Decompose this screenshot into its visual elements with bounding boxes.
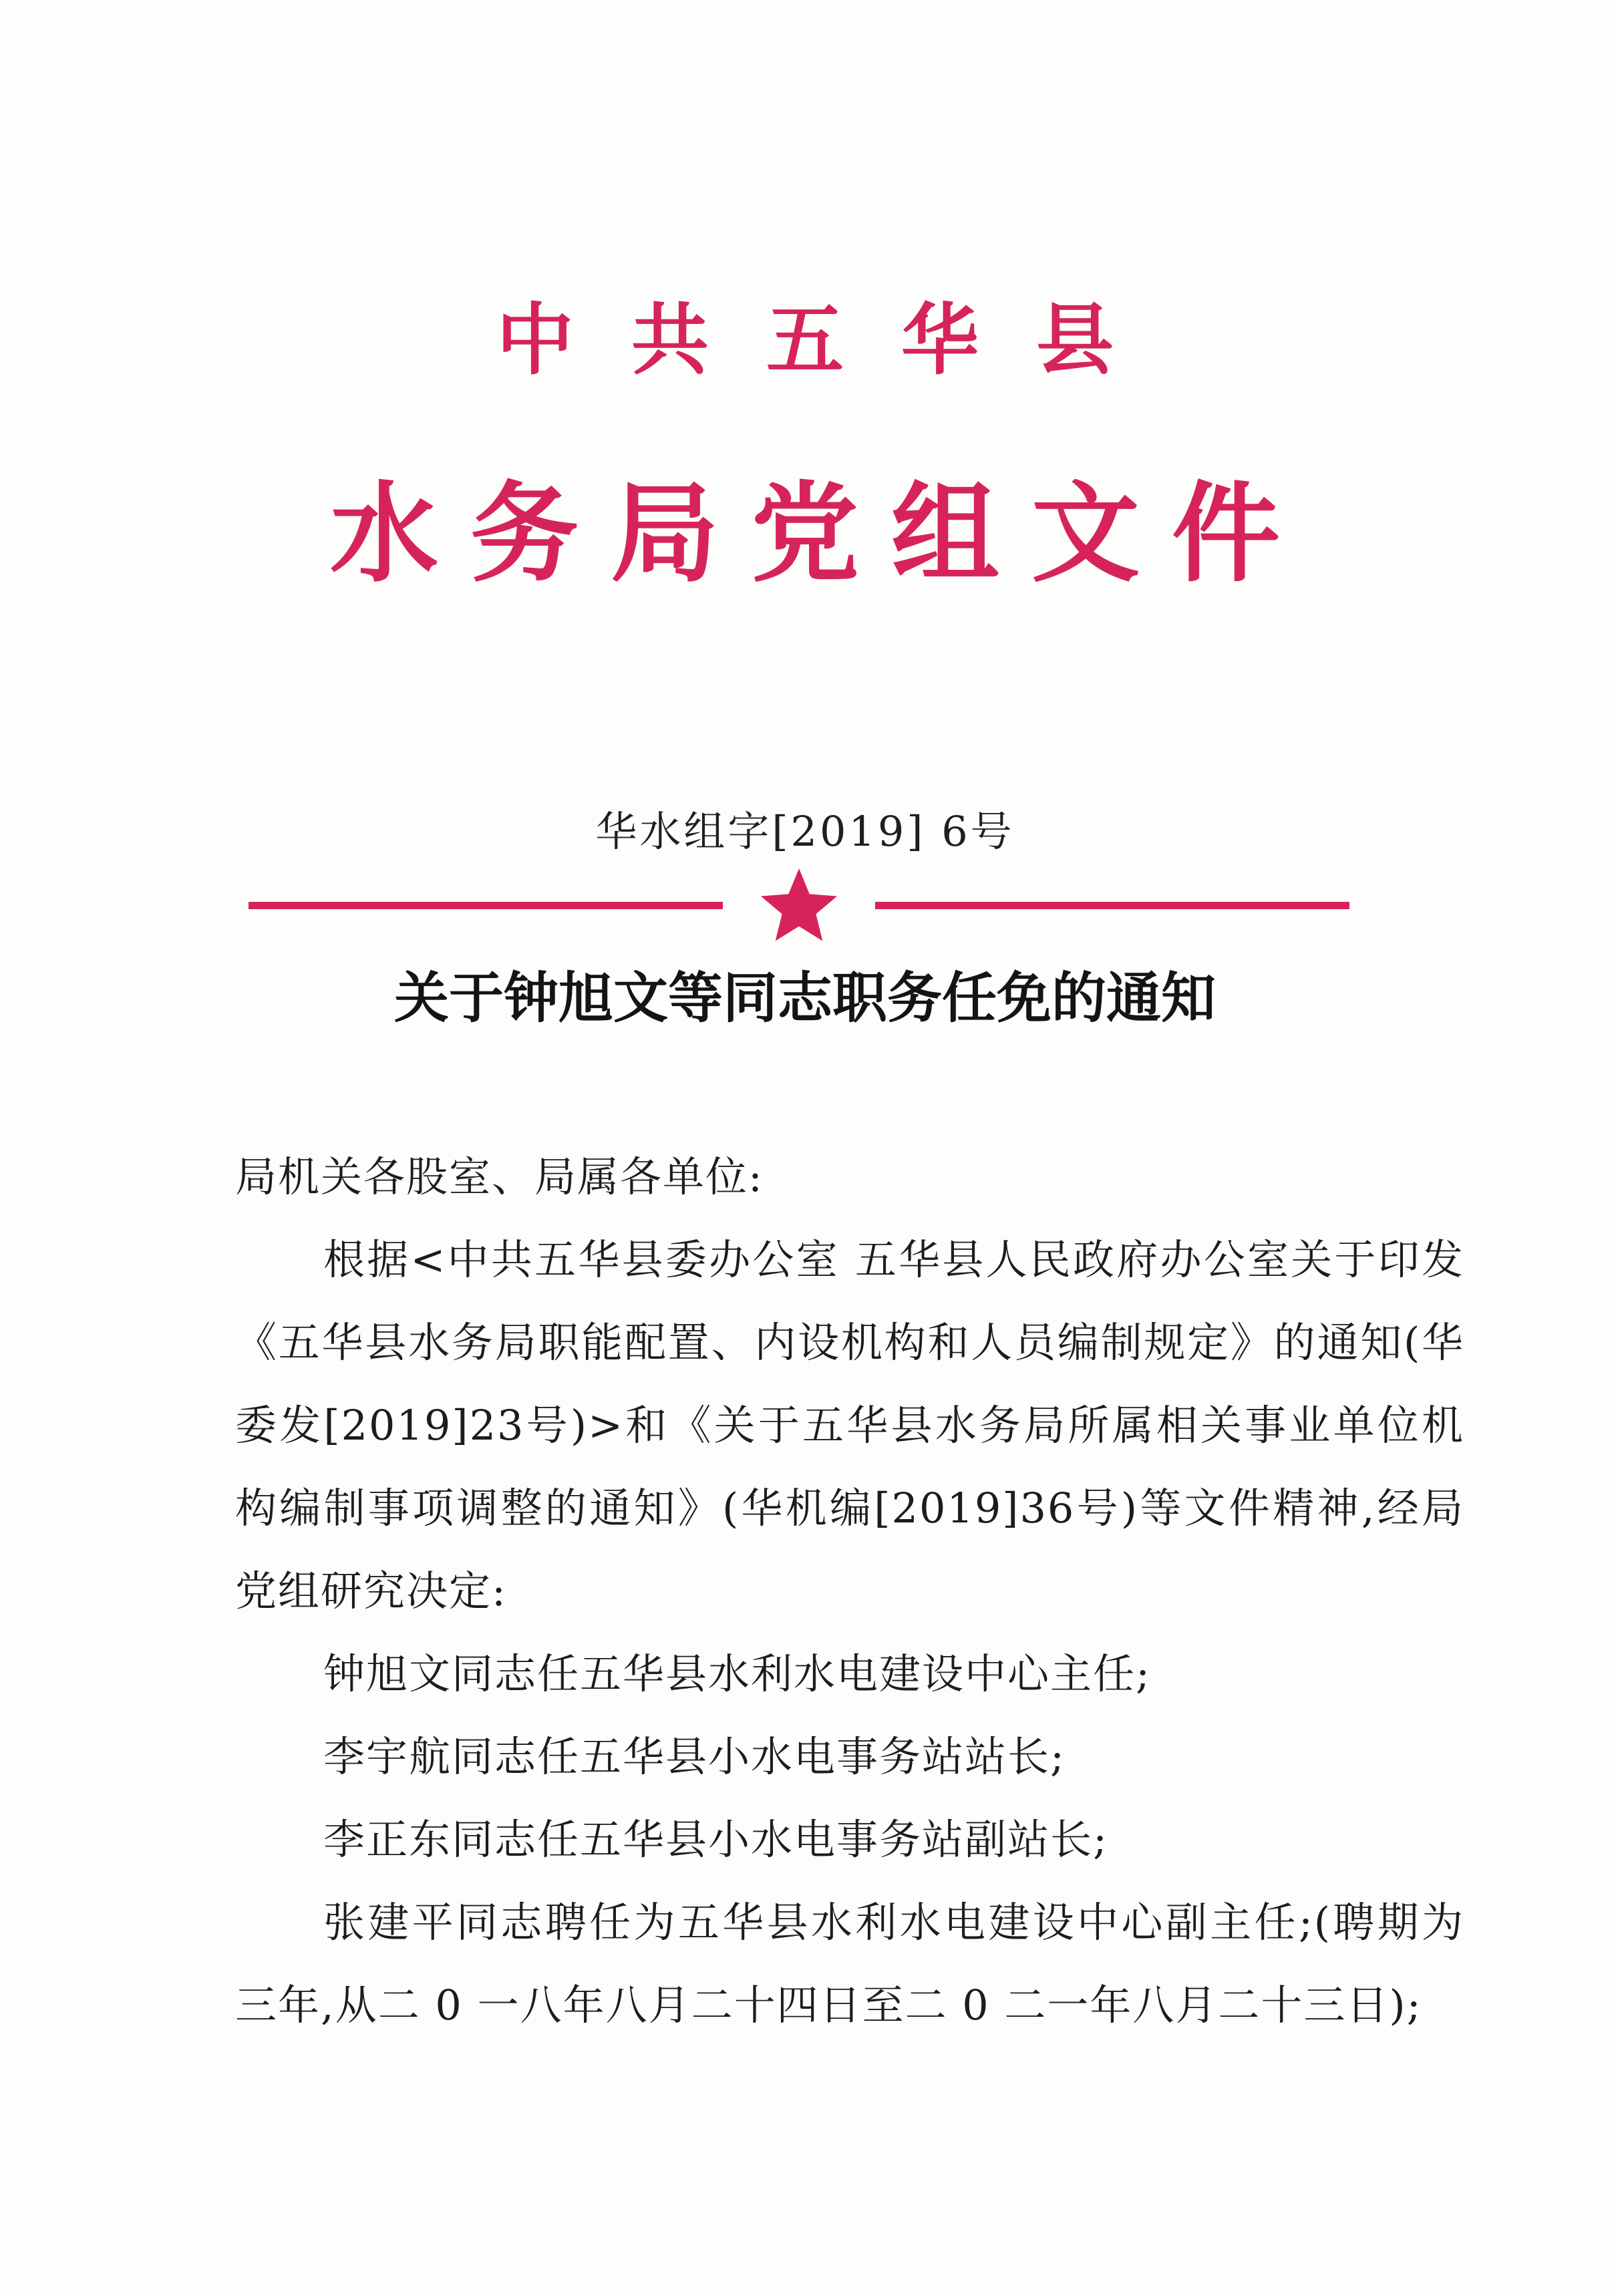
document-number: 华水组字[2019] 6号	[595, 807, 1015, 856]
issuer-header-line2: 水务局党组文件	[330, 472, 1312, 597]
appointment-item: 李正东同志任五华县小水电事务站副站长;	[323, 1815, 1108, 1864]
appointment-item: 张建平同志聘任为五华县水利水电建设中心副主任;(聘期为三年,从二 0 一八年八月二十四日至二 0 二一年八月二十三日);	[235, 1898, 1464, 2029]
star-icon	[761, 868, 837, 941]
appointment-item: 李宇航同志任五华县小水电事务站站长;	[323, 1732, 1066, 1781]
salutation: 局机关各股室、局属各单位:	[235, 1152, 764, 1201]
divider-left-line	[249, 902, 723, 909]
body-paragraph: 根据<中共五华县委办公室 五华县人民政府办公室关于印发《五华县水务局职能配置、内设机构和人员编制规定》的通知(华委发[2019]23号)>和《关于五华县水务局所属相关事业单位机构编制事项调整的通知》(华机编[2019]36号)等文件精神,经局党组研究决定:	[235, 1235, 1464, 1615]
divider-right-line	[875, 902, 1349, 909]
red-divider	[249, 868, 1349, 949]
appointment-item: 钟旭文同志任五华县水利水电建设中心主任;	[323, 1649, 1151, 1698]
document-title: 关于钟旭文等同志职务任免的通知	[393, 967, 1216, 1030]
document-body	[235, 1136, 1464, 2047]
issuer-header-line1: 中共五华县	[496, 295, 1171, 385]
